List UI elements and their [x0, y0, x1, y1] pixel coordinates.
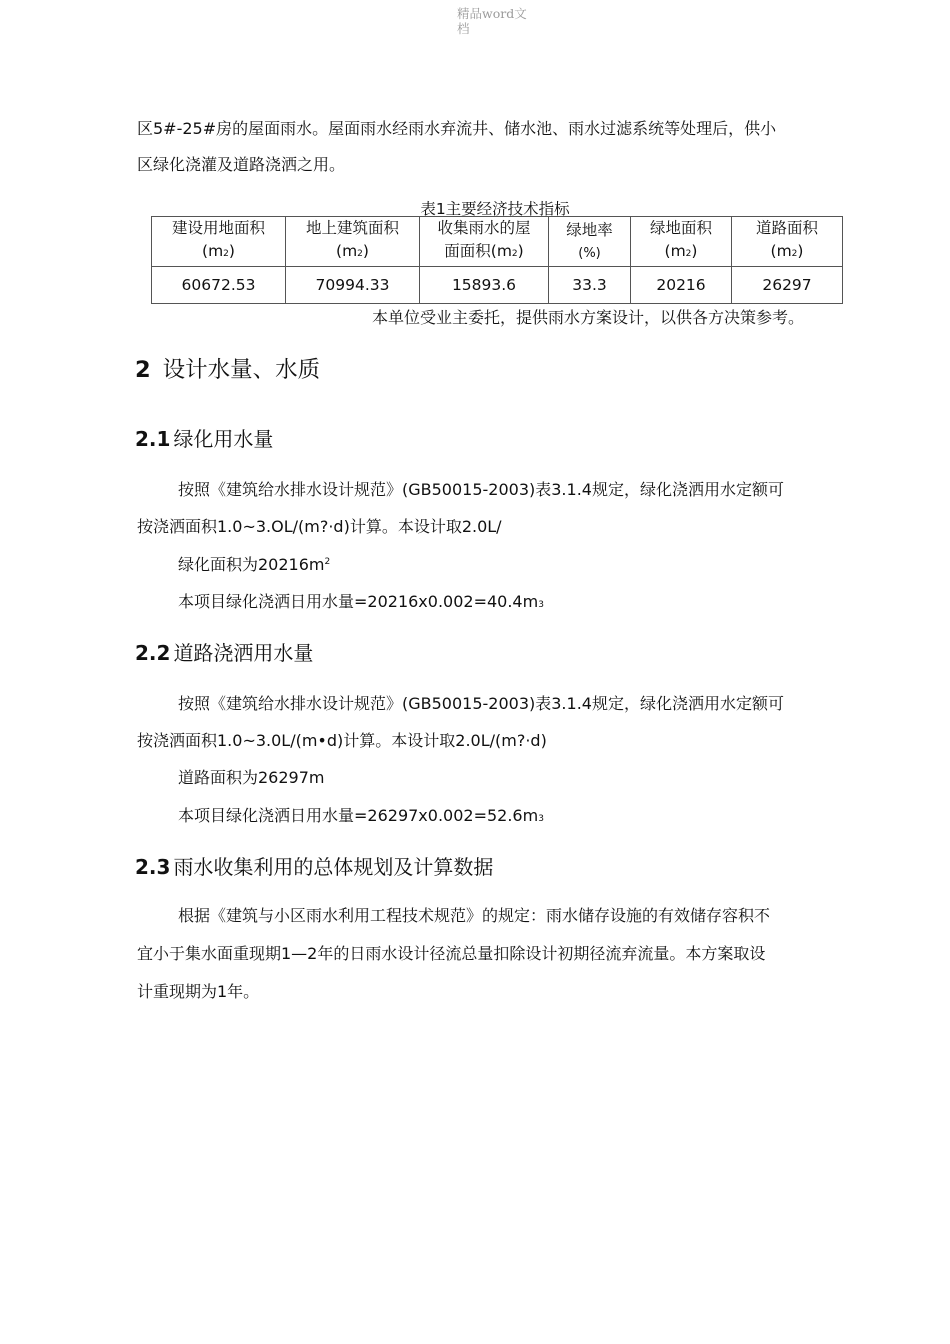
paragraph-line: 按浇洒面积1.0~3.0L/(m•d)计算。本设计取2.0L/(m?·d)	[137, 731, 547, 750]
section-number: 2	[135, 357, 151, 383]
paragraph-line: 宜小于集水面重现期1—2年的日雨水设计径流总量扣除设计初期径流弃流量。本方案取设	[137, 944, 766, 963]
header-line-1: 建设用地面积	[171, 219, 265, 237]
header-line-2: (m2)	[664, 242, 698, 260]
paragraph-line: 根据《建筑与小区雨水利用工程技术规范》的规定：雨水储存设施的有效储存容积不	[178, 906, 771, 925]
table-note: 本单位受业主委托，提供雨水方案设计，以供各方决策参考。	[372, 308, 805, 327]
header-line-1: 地上建筑面积	[305, 219, 399, 237]
paragraph-line: 按照《建筑给水排水设计规范》(GB50015-2003)表3.1.4规定，绿化浇洒用水定额可	[178, 694, 784, 713]
header-line-2: (m2)	[336, 242, 369, 260]
paragraph-line: 道路面积为26297m	[178, 768, 325, 787]
header-line-2: 面面积(m2)	[444, 242, 524, 260]
section-heading-2-1	[135, 423, 273, 452]
paragraph-line: 绿化面积为$20216m^2$	[178, 555, 331, 574]
paragraph-line: 本项目绿化浇洒日用水量=20216x0.002=40.4m3	[178, 592, 544, 611]
intro-line-2: 区绿化浇灌及道路浇洒之用。	[137, 155, 346, 174]
header-cell	[152, 217, 286, 267]
paragraph-line: 按浇洒面积1.0~3.OL/(m?·d)计算。本设计取2.0L/	[137, 517, 502, 536]
header-line-2: (%)	[578, 245, 601, 261]
paragraph-line: 计重现期为1年。	[137, 982, 260, 1001]
intro-line-1: 区5#-25#房的屋面雨水。屋面雨水经雨水弃流井、储水池、雨水过滤系统等处理后，供小	[137, 119, 777, 138]
table-row	[152, 267, 843, 304]
header-cell	[549, 217, 631, 267]
section-number: 2.1	[135, 427, 171, 451]
header-line-2: (m2)	[770, 242, 804, 260]
table-cell: 70994.33	[286, 267, 420, 304]
header-line-1: 绿地率	[566, 220, 613, 239]
section-number: 2.3	[135, 855, 171, 879]
section-title: 雨水收集利用的总体规划及计算数据	[173, 855, 494, 879]
watermark	[457, 6, 547, 36]
header-line-1: 道路面积	[755, 219, 818, 237]
header-cell	[286, 217, 420, 267]
header-line-1: 收集雨水的屋	[437, 219, 531, 237]
table-header-row	[152, 217, 843, 267]
section-number: 2.2	[135, 641, 171, 665]
section-heading-2-2	[135, 637, 313, 666]
paragraph-line: 按照《建筑给水排水设计规范》(GB50015-2003)表3.1.4规定，绿化浇洒用水定额可	[178, 480, 784, 499]
section-title: 设计水量、水质	[162, 357, 321, 383]
table-cell: 20216	[631, 267, 732, 304]
table-cell: 15893.6	[420, 267, 549, 304]
watermark-line-1: 精品word文	[457, 6, 527, 21]
section-heading-2-3	[135, 851, 493, 880]
section-heading-2	[135, 352, 320, 384]
header-cell	[420, 217, 549, 267]
table-cell: 60672.53	[152, 267, 286, 304]
header-cell	[732, 217, 843, 267]
section-title: 道路浇洒用水量	[173, 641, 314, 665]
section-title: 绿化用水量	[173, 427, 274, 451]
indicators-table	[151, 216, 843, 304]
header-cell	[631, 217, 732, 267]
table-cell: 33.3	[549, 267, 631, 304]
watermark-line-2: 档	[457, 21, 470, 36]
table-cell: 26297	[732, 267, 843, 304]
paragraph-line: 本项目绿化浇洒日用水量=26297x0.002=52.6m3	[178, 806, 544, 825]
table-caption: 表1主要经济技术指标	[420, 200, 570, 218]
header-line-1: 绿地面积	[649, 219, 712, 237]
header-line-2: (m2)	[202, 242, 235, 260]
